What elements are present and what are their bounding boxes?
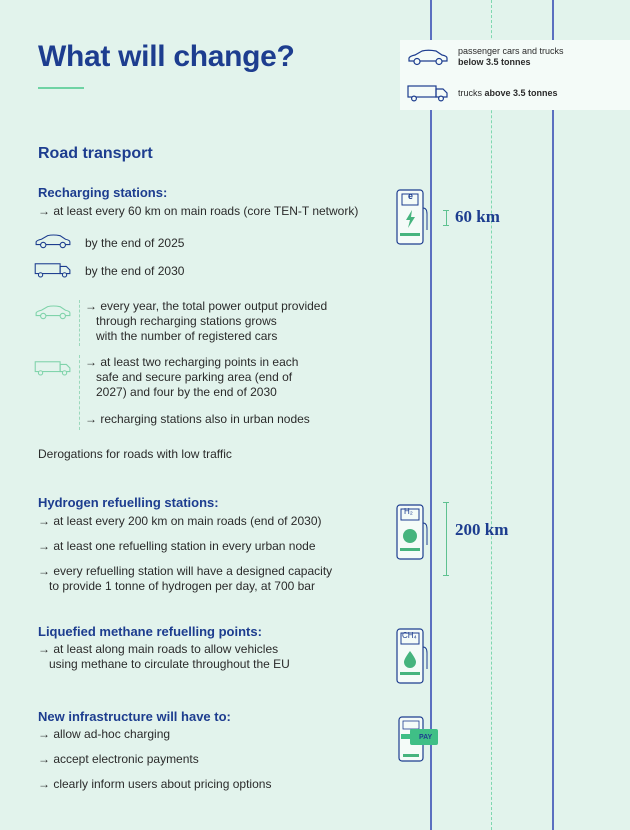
methane-heading: Liquefied methane refuelling points: bbox=[38, 624, 262, 639]
pay-label: PAY bbox=[419, 734, 433, 741]
recharging-car-deadline: by the end of 2025 bbox=[85, 236, 185, 250]
methane-item-cont: using methane to circulate throughout the EU bbox=[49, 657, 290, 671]
page-title: What will change? bbox=[38, 40, 295, 73]
vehicle-legend bbox=[400, 40, 630, 110]
car-note-line: with the number of registered cars bbox=[96, 329, 278, 343]
hydrogen-heading: Hydrogen refuelling stations: bbox=[38, 495, 219, 510]
hydrogen-item: → at least one refuelling station in every urban node bbox=[38, 539, 316, 553]
recharging-heading: Recharging stations: bbox=[38, 185, 168, 200]
car-note-line: → every year, the total power output provided bbox=[85, 299, 328, 313]
road-center-dashed-line bbox=[491, 0, 492, 830]
ev-station-label: e bbox=[408, 191, 414, 201]
methane-item: → at least along main roads to allow vehicles bbox=[38, 642, 279, 656]
car-note-line: through recharging stations grows bbox=[96, 314, 277, 328]
legend-cars-line1: passenger cars and trucks bbox=[458, 46, 564, 56]
hydrogen-item: → every refuelling station will have a designed capacity bbox=[38, 564, 333, 578]
methane-station-label: CH₄ bbox=[402, 631, 417, 640]
section-title: Road transport bbox=[38, 145, 153, 162]
legend-cars-line2: below 3.5 tonnes bbox=[458, 57, 531, 67]
recharging-main: → at least every 60 km on main roads (core TEN-T network) bbox=[38, 204, 359, 218]
legend-trucks bbox=[406, 84, 558, 102]
truck-note-line: 2027) and four by the end of 2030 bbox=[96, 385, 277, 399]
truck-note-line: → at least two recharging points in each bbox=[85, 355, 299, 369]
derogations-text: Derogations for roads with low traffic bbox=[38, 447, 232, 461]
note-separator bbox=[79, 300, 80, 346]
recharging-truck-deadline: by the end of 2030 bbox=[85, 264, 185, 278]
payment-terminal-icon bbox=[396, 716, 440, 764]
truck-icon bbox=[33, 262, 73, 278]
road-line-left bbox=[430, 0, 432, 830]
legend-trucks-prefix: trucks bbox=[458, 87, 485, 98]
truck-icon bbox=[33, 360, 73, 376]
legend-cars bbox=[406, 46, 564, 68]
car-icon bbox=[33, 304, 73, 320]
car-icon bbox=[33, 233, 73, 249]
truck-icon bbox=[406, 84, 450, 102]
recharging-truck-note bbox=[85, 355, 298, 400]
title-underline bbox=[38, 87, 84, 89]
recharging-urban: → recharging stations also in urban nodes bbox=[85, 412, 310, 426]
car-icon bbox=[406, 48, 450, 66]
road-line-right bbox=[552, 0, 554, 830]
infrastructure-item: → allow ad-hoc charging bbox=[38, 727, 171, 741]
infrastructure-item: → clearly inform users about pricing options bbox=[38, 777, 272, 791]
infrastructure-heading: New infrastructure will have to: bbox=[38, 709, 231, 724]
distance-200km: 200 km bbox=[455, 520, 509, 539]
distance-60km: 60 km bbox=[455, 207, 500, 226]
note-separator bbox=[79, 355, 80, 430]
hydrogen-item-cont: to provide 1 tonne of hydrogen per day, at 700 bar bbox=[49, 579, 315, 593]
infrastructure-item: → accept electronic payments bbox=[38, 752, 199, 766]
truck-note-line: safe and secure parking area (end of bbox=[96, 370, 293, 384]
hydrogen-station-label: H₂ bbox=[404, 507, 413, 516]
recharging-car-note bbox=[85, 299, 327, 344]
distance-bracket bbox=[443, 502, 449, 576]
legend-trucks-bold: above 3.5 tonnes bbox=[484, 87, 558, 98]
distance-bracket bbox=[443, 210, 449, 226]
hydrogen-item: → at least every 200 km on main roads (end of 2030) bbox=[38, 514, 322, 528]
